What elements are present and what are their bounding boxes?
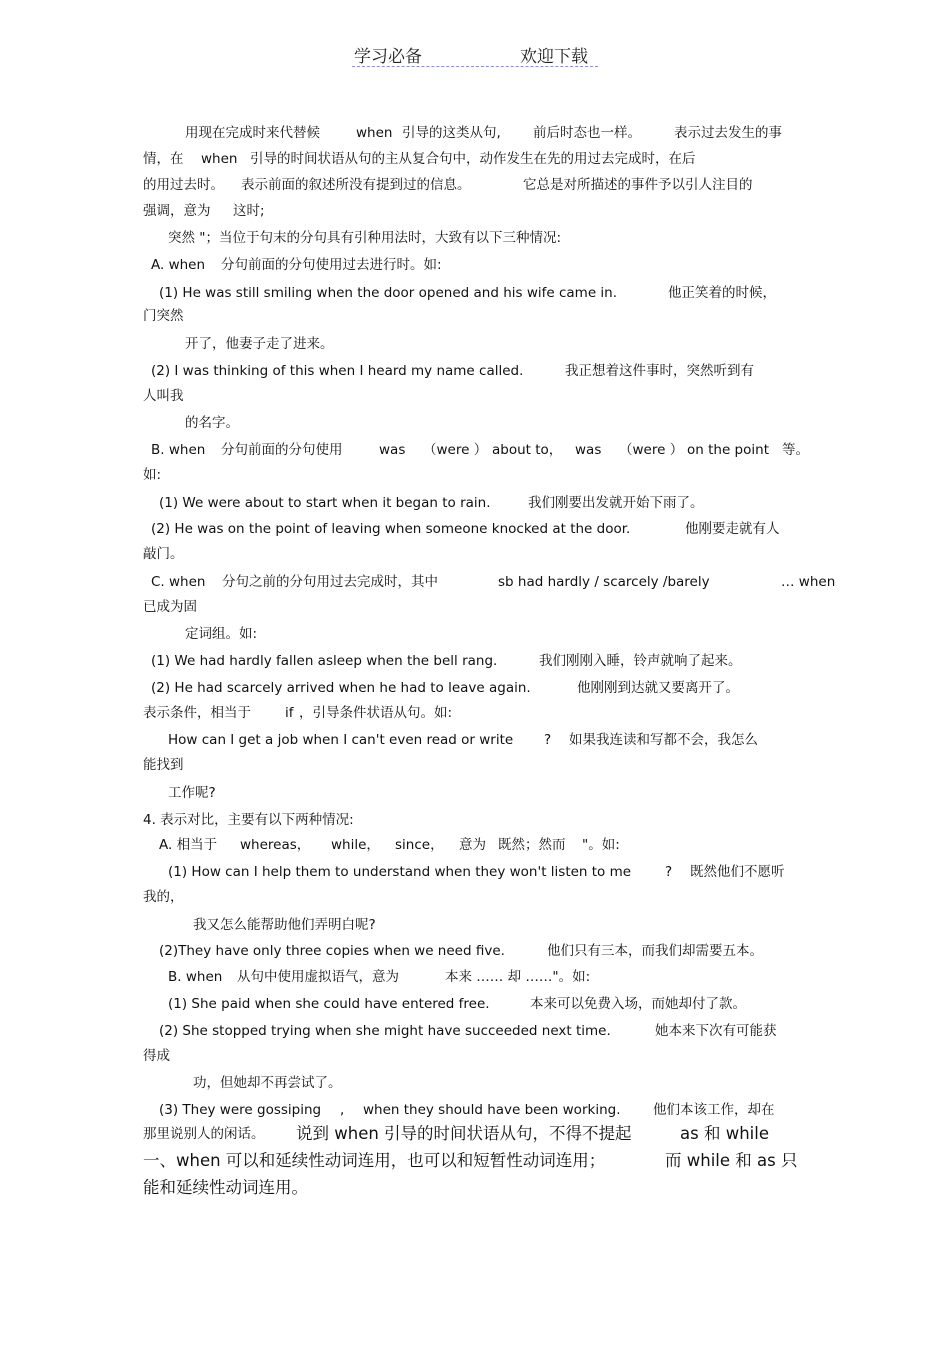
text-segment: when they should have been working. — [363, 1102, 621, 1118]
text-segment: 它总是对所描述的事件予以引人注目的 — [523, 177, 753, 193]
text-segment: (1) We were about to start when it began to rain. — [159, 495, 491, 511]
text-segment: （were ） — [423, 442, 488, 458]
header-right: 欢迎下载 — [520, 47, 588, 67]
text-segment: (1) We had hardly fallen asleep when the bell rang. — [151, 653, 498, 669]
text-segment: 这时; — [233, 203, 265, 219]
text-segment: (3) They were gossiping — [159, 1102, 322, 1118]
text-segment: was — [575, 442, 602, 458]
text-segment: 分句前面的分句使用过去进行时。如: — [221, 257, 442, 273]
text-segment: 他刚刚到达就又要离开了。 — [577, 680, 739, 696]
text-segment: when — [201, 151, 238, 167]
text-segment: sb had hardly / scarcely /barely — [498, 574, 710, 590]
text-segment: 表示条件，相当于 — [143, 705, 251, 721]
text-segment: 那里说别人的闲话。 — [143, 1126, 265, 1142]
text-segment: A. 相当于 — [159, 837, 218, 853]
text-segment: 我的， — [143, 889, 184, 905]
text-segment: 前后时态也一样。 — [533, 125, 641, 141]
text-segment: B. when — [168, 969, 223, 985]
text-segment: 已成为固 — [143, 599, 197, 615]
text-segment: (2) I was thinking of this when I heard my name called. — [151, 363, 524, 379]
text-segment: 我正想着这件事时，突然听到有 — [565, 363, 754, 379]
text-segment: C. when — [151, 574, 206, 590]
text-segment: 如果我连读和写都不会，我怎么 — [569, 732, 758, 748]
text-segment: as 和 while — [680, 1124, 769, 1143]
text-segment: 他正笑着的时候， — [668, 285, 776, 301]
text-segment: 用现在完成时来代替候 — [185, 125, 320, 141]
text-segment: whereas， — [240, 837, 311, 853]
page-header — [352, 40, 598, 67]
text-segment: 等。 — [782, 442, 809, 458]
text-segment: 强调，意为 — [143, 203, 211, 219]
text-segment: 本来可以免费入场，而她却付了款。 — [530, 996, 746, 1012]
text-segment: 表示前面的叙述所没有提到过的信息。 — [241, 177, 471, 193]
text-segment: 他们本该工作，却在 — [653, 1102, 775, 1118]
text-segment: (1) She paid when she could have entered free. — [168, 996, 490, 1012]
text-segment: on the point — [687, 442, 769, 458]
text-segment: 分句之前的分句用过去完成时，其中 — [222, 574, 438, 590]
text-segment: 我又怎么能帮助他们弄明白呢? — [193, 917, 376, 933]
text-segment: 一、when 可以和延续性动词连用，也可以和短暂性动词连用； — [143, 1151, 606, 1170]
text-segment: (1) How can I help them to understand when they won't listen to me — [168, 864, 632, 880]
text-segment: while， — [331, 837, 380, 853]
text-segment: … when — [781, 574, 836, 590]
text-segment: 的名字。 — [185, 415, 239, 431]
text-segment: (2) He was on the point of leaving when someone knocked at the door. — [151, 521, 631, 537]
text-segment: 4. 表示对比，主要有以下两种情况: — [143, 812, 354, 828]
text-segment: 表示过去发生的事 — [674, 125, 782, 141]
text-segment: (2)They have only three copies when we need five. — [159, 943, 505, 959]
text-segment: 功，但她却不再尝试了。 — [193, 1075, 342, 1091]
text-segment: (1) He was still smiling when the door opened and his wife came in. — [159, 285, 618, 301]
text-segment: 定词组。如: — [185, 626, 258, 642]
text-segment: 敲门。 — [143, 546, 184, 562]
text-segment: 的用过去时。 — [143, 177, 224, 193]
text-segment: 意为 — [459, 837, 486, 853]
header-left: 学习必备 — [354, 47, 422, 67]
text-segment: if — [285, 705, 294, 721]
text-segment: 得成 — [143, 1048, 170, 1064]
text-segment: 能找到 — [143, 757, 184, 773]
text-segment: 从句中使用虚拟语气，意为 — [237, 969, 399, 985]
text-segment: 工作呢? — [168, 785, 216, 801]
text-segment: B. when — [151, 442, 206, 458]
text-segment: about to， — [492, 442, 563, 458]
text-segment: 人叫我 — [143, 388, 184, 404]
text-segment: ，引导条件状语从句。如: — [299, 705, 453, 721]
text-segment: (2) She stopped trying when she might have succeeded next time. — [159, 1023, 611, 1039]
text-segment: "。如: — [582, 837, 620, 853]
text-segment: 他们只有三本，而我们却需要五本。 — [547, 943, 763, 959]
text-segment: 既然；然而 — [498, 837, 566, 853]
text-segment: since， — [395, 837, 444, 853]
text-segment: 突然 "；当位于句末的分句具有引种用法时，大致有以下三种情况: — [168, 230, 562, 246]
text-segment: 引导的这类从句, — [402, 125, 501, 141]
text-segment: 我们刚刚入睡，铃声就响了起来。 — [539, 653, 742, 669]
text-segment: 既然他们不愿听 — [690, 864, 785, 880]
text-segment: when — [356, 125, 393, 141]
text-segment: 情，在 — [143, 151, 184, 167]
text-segment: How can I get a job when I can't even read or write — [168, 732, 514, 748]
text-segment: was — [379, 442, 406, 458]
text-segment: 他刚要走就有人 — [685, 521, 780, 537]
text-segment: A. when — [151, 257, 206, 273]
text-segment: （were ） — [619, 442, 684, 458]
text-segment: ? — [665, 864, 673, 880]
text-segment: 我们刚要出发就开始下雨了。 — [528, 495, 704, 511]
text-segment: 她本来下次有可能获 — [655, 1023, 777, 1039]
text-segment: 本来 …… 却 ……"。如: — [445, 969, 591, 985]
text-segment: ? — [544, 732, 552, 748]
text-segment: 如: — [143, 467, 162, 483]
text-segment: 能和延续性动词连用。 — [143, 1178, 308, 1197]
text-segment: 分句前面的分句使用 — [221, 442, 343, 458]
text-segment: 说到 when 引导的时间状语从句，不得不提起 — [296, 1124, 632, 1143]
text-segment: (2) He had scarcely arrived when he had to leave again. — [151, 680, 531, 696]
text-segment: 门突然 — [143, 308, 184, 324]
text-segment: , — [340, 1102, 345, 1118]
text-segment: 开了，他妻子走了进来。 — [185, 336, 334, 352]
text-segment: 引导的时间状语从句的主从复合句中，动作发生在先的用过去完成时，在后 — [250, 151, 696, 167]
text-segment: 而 while 和 as 只 — [665, 1151, 798, 1170]
